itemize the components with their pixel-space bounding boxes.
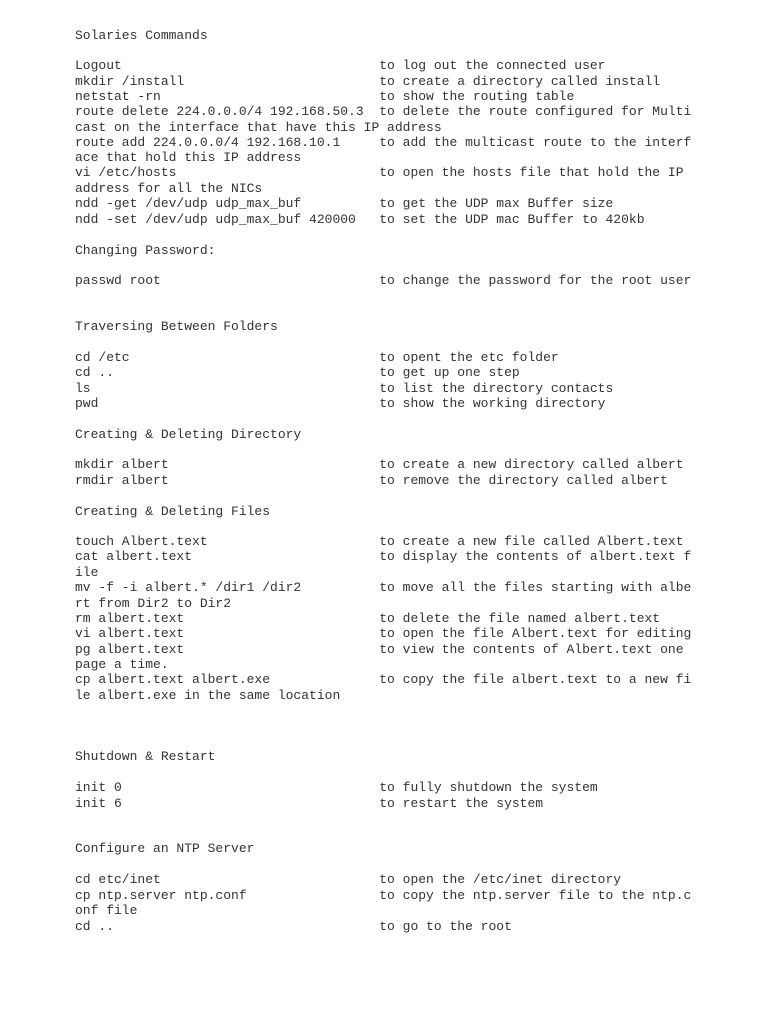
- command-continuation: ace that hold this IP address: [75, 150, 302, 165]
- command-line: cd etc/inet to open the /etc/inet directory: [75, 872, 622, 887]
- command-line: mkdir albert to create a new directory called albert: [75, 457, 684, 472]
- command-continuation: onf file: [75, 903, 138, 918]
- command-line: netstat -rn to show the routing table: [75, 89, 575, 104]
- document-title: Solaries Commands: [75, 28, 208, 43]
- command-line: cd .. to get up one step: [75, 365, 520, 380]
- command-line: init 0 to fully shutdown the system: [75, 780, 598, 795]
- command-line: touch Albert.text to create a new file called Albert.text: [75, 534, 684, 549]
- command-line: Logout to log out the connected user: [75, 58, 606, 73]
- command-line: route delete 224.0.0.0/4 192.168.50.3 to delete the route configured for Multi: [75, 104, 692, 119]
- command-continuation: page a time.: [75, 657, 169, 672]
- command-line: rm albert.text to delete the file named albert.text: [75, 611, 661, 626]
- command-continuation: ile: [75, 565, 99, 580]
- command-line: pwd to show the working directory: [75, 396, 606, 411]
- section-heading: Creating & Deleting Files: [75, 504, 271, 519]
- section-heading: Traversing Between Folders: [75, 319, 278, 334]
- section-heading: Shutdown & Restart: [75, 749, 216, 764]
- command-line: cd .. to go to the root: [75, 919, 512, 934]
- command-continuation: cast on the interface that have this IP address: [75, 120, 442, 135]
- command-line: vi albert.text to open the file Albert.text for editing: [75, 626, 692, 641]
- command-line: cat albert.text to display the contents of albert.text f: [75, 549, 692, 564]
- command-line: passwd root to change the password for the root user: [75, 273, 692, 288]
- command-line: mkdir /install to create a directory called install: [75, 74, 661, 89]
- section-heading: Creating & Deleting Directory: [75, 427, 302, 442]
- command-line: cd /etc to opent the etc folder: [75, 350, 559, 365]
- section-heading: Changing Password:: [75, 243, 216, 258]
- command-line: route add 224.0.0.0/4 192.168.10.1 to add the multicast route to the interf: [75, 135, 692, 150]
- command-line: ls to list the directory contacts: [75, 381, 614, 396]
- section-heading: Configure an NTP Server: [75, 841, 255, 856]
- command-line: init 6 to restart the system: [75, 796, 544, 811]
- command-line: mv -f -i albert.* /dir1 /dir2 to move all the files starting with albe: [75, 580, 692, 595]
- command-line: cp ntp.server ntp.conf to copy the ntp.server file to the ntp.c: [75, 888, 692, 903]
- command-line: cp albert.text albert.exe to copy the file albert.text to a new fi: [75, 672, 692, 687]
- command-line: vi /etc/hosts to open the hosts file that hold the IP: [75, 165, 684, 180]
- command-line: rmdir albert to remove the directory called albert: [75, 473, 668, 488]
- command-line: ndd -set /dev/udp udp_max_buf 420000 to set the UDP mac Buffer to 420kb: [75, 212, 645, 227]
- command-continuation: le albert.exe in the same location: [75, 688, 341, 703]
- command-line: pg albert.text to view the contents of Albert.text one: [75, 642, 684, 657]
- command-continuation: address for all the NICs: [75, 181, 263, 196]
- command-line: ndd -get /dev/udp udp_max_buf to get the UDP max Buffer size: [75, 196, 614, 211]
- command-continuation: rt from Dir2 to Dir2: [75, 596, 232, 611]
